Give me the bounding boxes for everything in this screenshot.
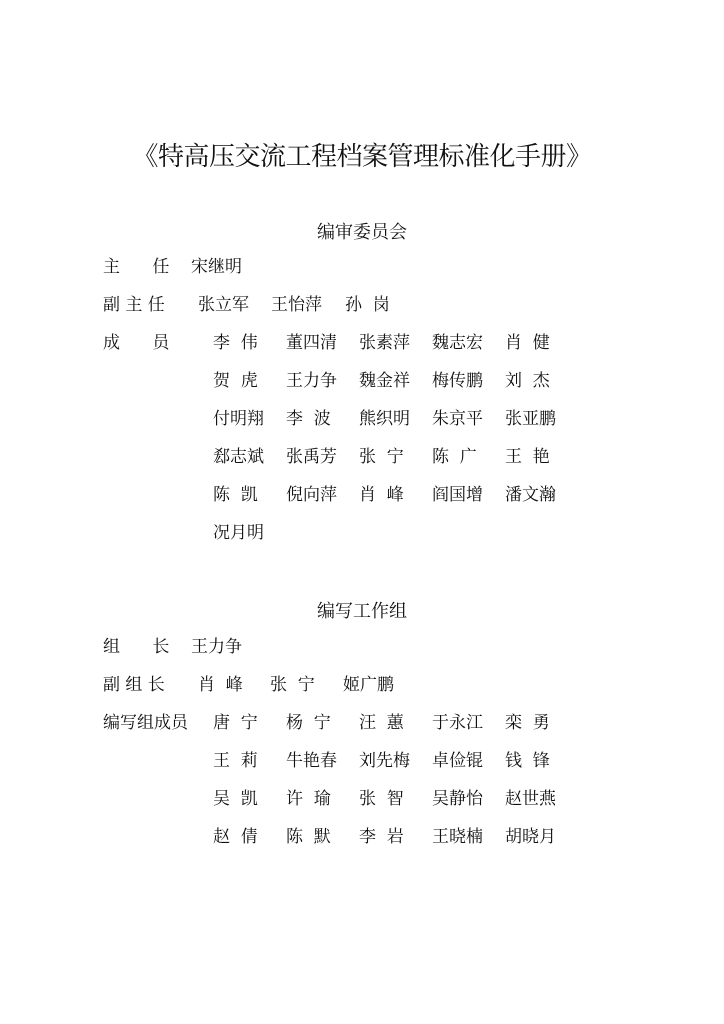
member-name: 吴 凯 [213, 789, 258, 809]
role-label: 组 长 [103, 637, 170, 657]
writing_group-row [0, 824, 724, 850]
member-name: 刘 杰 [505, 371, 550, 391]
member-name: 张立军 [198, 295, 249, 315]
member-name: 唐 宁 [213, 713, 258, 733]
role-label: 成 员 [103, 333, 170, 353]
member-name: 吴静怡 [432, 789, 483, 809]
member-name: 杨 宁 [286, 713, 331, 733]
role-label: 主 任 [103, 257, 170, 277]
member-name: 赵世燕 [505, 789, 556, 809]
writing_group-row [0, 672, 724, 698]
editorial_committee-row [0, 444, 724, 470]
member-name: 姬广鹏 [343, 675, 394, 695]
member-name: 张 智 [359, 789, 404, 809]
member-name: 肖 健 [505, 333, 550, 353]
writing_group-row [0, 748, 724, 774]
editorial-committee-heading: 编审委员会 [317, 222, 407, 243]
document-title: 《特高压交流工程档案管理标准化手册》 [132, 142, 592, 172]
member-name: 张禹芳 [286, 447, 337, 467]
member-name: 许 瑜 [286, 789, 331, 809]
member-name: 于永江 [432, 713, 483, 733]
member-name: 王 艳 [505, 447, 550, 467]
member-name: 张亚鹏 [505, 409, 556, 429]
member-name: 赵 倩 [213, 827, 258, 847]
member-name: 卓俭锟 [432, 751, 483, 771]
role-label: 副 组 长 [103, 675, 165, 695]
member-name: 陈 广 [432, 447, 477, 467]
member-name: 朱京平 [432, 409, 483, 429]
member-name: 况月明 [213, 523, 264, 543]
member-name: 牛艳春 [286, 751, 337, 771]
writing_group-row [0, 710, 724, 736]
member-name: 付明翔 [213, 409, 264, 429]
member-name: 肖 峰 [359, 485, 404, 505]
member-name: 郄志斌 [213, 447, 264, 467]
member-name: 李 波 [286, 409, 331, 429]
member-name: 贺 虎 [213, 371, 258, 391]
member-name: 王晓楠 [432, 827, 483, 847]
member-name: 王力争 [286, 371, 337, 391]
member-name: 熊织明 [359, 409, 410, 429]
member-name: 王怡萍 [271, 295, 322, 315]
member-name: 王力争 [191, 637, 242, 657]
editorial_committee-row [0, 254, 724, 280]
member-name: 李 伟 [213, 333, 258, 353]
member-name: 王 莉 [213, 751, 258, 771]
editorial_committee-row [0, 330, 724, 356]
member-name: 陈 默 [286, 827, 331, 847]
editorial_committee-row [0, 292, 724, 318]
role-label: 编写组成员 [103, 713, 188, 733]
member-name: 宋继明 [191, 257, 242, 277]
member-name: 倪向萍 [286, 485, 337, 505]
member-name: 梅传鹏 [432, 371, 483, 391]
writing_group-row [0, 786, 724, 812]
writing-group-heading: 编写工作组 [317, 601, 407, 622]
editorial_committee-row [0, 482, 724, 508]
member-name: 钱 锋 [505, 751, 550, 771]
member-name: 魏志宏 [432, 333, 483, 353]
member-name: 孙 岗 [345, 295, 390, 315]
member-name: 李 岩 [359, 827, 404, 847]
member-name: 肖 峰 [198, 675, 243, 695]
role-label: 副 主 任 [103, 295, 165, 315]
member-name: 董四清 [286, 333, 337, 353]
member-name: 胡晓月 [505, 827, 556, 847]
editorial_committee-row [0, 368, 724, 394]
editorial_committee-row [0, 520, 724, 546]
member-name: 陈 凯 [213, 485, 258, 505]
member-name: 阎国增 [432, 485, 483, 505]
member-name: 张素萍 [359, 333, 410, 353]
writing_group-row [0, 634, 724, 660]
editorial_committee-row [0, 406, 724, 432]
member-name: 魏金祥 [359, 371, 410, 391]
member-name: 张 宁 [270, 675, 315, 695]
member-name: 刘先梅 [359, 751, 410, 771]
member-name: 栾 勇 [505, 713, 550, 733]
member-name: 张 宁 [359, 447, 404, 467]
member-name: 潘文瀚 [505, 485, 556, 505]
member-name: 汪 蕙 [359, 713, 404, 733]
